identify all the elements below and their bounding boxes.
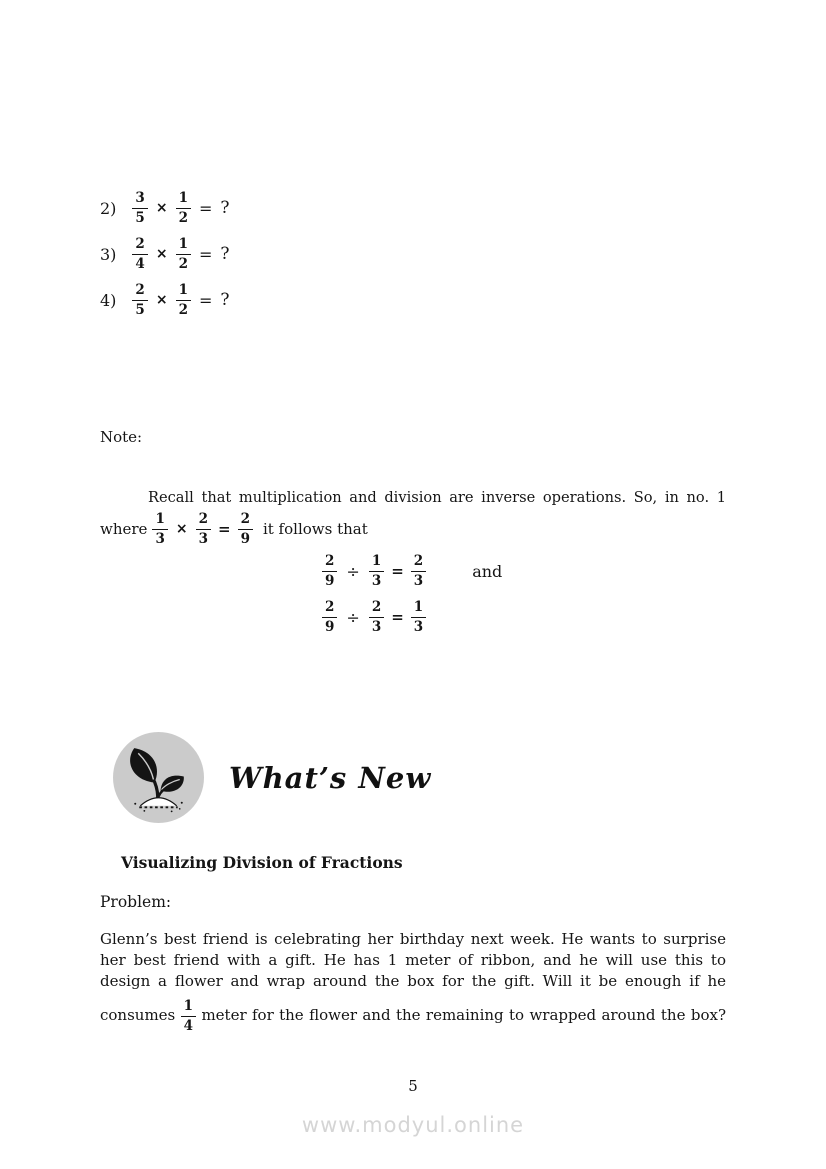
equals-sign: = [391, 608, 404, 626]
multiply-sign: × [155, 246, 168, 262]
problem-row-3 [100, 234, 230, 274]
fraction: $\frac{1}{4}$ [181, 998, 196, 1035]
divide-sign: ÷ [346, 561, 360, 581]
equals-sign: = [198, 290, 213, 310]
fraction: $\frac{1}{2}$ [176, 236, 191, 273]
and-connector: and [472, 561, 503, 581]
recall-where: where [100, 520, 148, 538]
question-mark: ? [220, 244, 230, 264]
question-mark: ? [220, 290, 230, 310]
equals-sign: = [217, 520, 231, 538]
division-equations [322, 552, 502, 644]
multiply-sign: × [155, 200, 168, 216]
equals-sign: = [198, 244, 213, 264]
fraction: $\frac{1}{3}$ [152, 511, 167, 548]
divide-sign: ÷ [346, 607, 360, 627]
fraction: $\frac{2}{3}$ [369, 599, 384, 636]
equals-sign: = [198, 198, 213, 218]
problem-row-2 [100, 188, 230, 228]
watermark: www.modyul.online [301, 1113, 525, 1137]
whats-new-title: What’s New [229, 760, 432, 795]
fraction: $\frac{2}{4}$ [132, 236, 147, 273]
note-label: Note: [100, 428, 143, 446]
whats-new-banner [113, 732, 431, 823]
paragraph-line: Glenn’s best friend is celebrating her birthday next week. He wants to surprise [100, 930, 726, 948]
fraction: $\frac{2}{3}$ [196, 511, 211, 548]
problem-row-4 [100, 280, 230, 320]
problem-number: 4) [100, 290, 117, 310]
fraction: $\frac{2}{9}$ [238, 511, 253, 548]
paragraph-line-with-fraction [100, 995, 726, 1035]
fraction: $\frac{2}{5}$ [132, 282, 147, 319]
paragraph-text: meter for the flower and the remaining to wrapped around the box? [201, 1006, 726, 1024]
recall-equation-line [100, 509, 726, 549]
paragraph-line: her best friend with a gift. He has 1 meter of ribbon, and he will use this to [100, 951, 726, 969]
problem-number: 3) [100, 244, 117, 264]
equation-row [322, 552, 502, 590]
section-heading: Visualizing Division of Fractions [121, 853, 403, 872]
fraction: $\frac{1}{3}$ [369, 553, 384, 590]
question-mark: ? [220, 198, 230, 218]
problem-number: 2) [100, 198, 117, 218]
page-number: 5 [408, 1077, 418, 1095]
fraction: $\frac{2}{3}$ [411, 553, 426, 590]
problem-label: Problem: [100, 893, 172, 911]
fraction-problems-list [100, 188, 230, 326]
multiply-sign: × [175, 521, 188, 537]
equals-sign: = [391, 562, 404, 580]
recall-follows: it follows that [262, 520, 368, 538]
equation-row [322, 598, 502, 636]
fraction: $\frac{2}{9}$ [322, 553, 337, 590]
seedling-icon [113, 732, 204, 823]
fraction: $\frac{1}{3}$ [411, 599, 426, 636]
problem-paragraph [100, 929, 726, 1035]
paragraph-text: consumes [100, 1006, 176, 1024]
fraction: $\frac{1}{2}$ [176, 282, 191, 319]
fraction: $\frac{1}{2}$ [176, 190, 191, 227]
recall-text: Recall that multiplication and division are inverse operations. So, in no. 1 [148, 489, 726, 506]
multiply-sign: × [155, 292, 168, 308]
fraction: $\frac{3}{5}$ [132, 190, 147, 227]
recall-paragraph [100, 489, 726, 549]
fraction: $\frac{2}{9}$ [322, 599, 337, 636]
paragraph-line: design a flower and wrap around the box for the gift. Will it be enough if he [100, 972, 726, 990]
